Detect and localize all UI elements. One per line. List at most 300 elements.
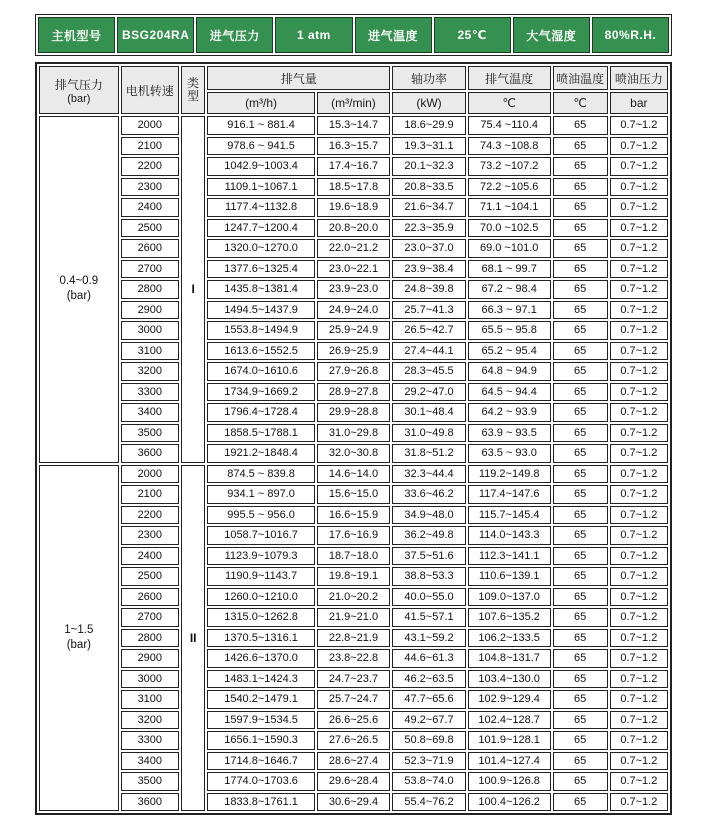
oil-temp-cell: 65 — [553, 321, 608, 340]
col-header-type — [181, 66, 206, 114]
exhaust-temp-cell: 101.9~128.1 — [468, 731, 551, 750]
table-row — [39, 465, 668, 484]
table-row — [39, 383, 668, 402]
pressure-range-unit: (bar) — [66, 638, 91, 651]
flow-m3h-cell: 1315.0~1262.8 — [207, 608, 314, 627]
flow-m3h-cell: 1435.8~1381.4 — [207, 280, 314, 299]
flow-m3h-cell: 1377.6~1325.4 — [207, 260, 314, 279]
flow-m3h-cell: 1123.9~1079.3 — [207, 547, 314, 566]
flow-m3min-cell: 23.8~22.8 — [317, 649, 391, 668]
oil-temp-cell: 65 — [553, 444, 608, 463]
oil-pressure-cell: 0.7~1.2 — [610, 362, 668, 381]
motor-speed-cell: 3600 — [121, 444, 179, 463]
flow-m3min-cell: 29.9~28.8 — [317, 403, 391, 422]
motor-speed-cell: 3500 — [121, 424, 179, 443]
motor-speed-cell: 2100 — [121, 485, 179, 504]
oil-pressure-cell: 0.7~1.2 — [610, 670, 668, 689]
oil-temp-cell: 65 — [553, 547, 608, 566]
oil-temp-cell: 65 — [553, 526, 608, 545]
type-label-line1: 类 — [187, 76, 200, 90]
oil-temp-cell: 65 — [553, 362, 608, 381]
flow-m3h-cell: 1247.7~1200.4 — [207, 219, 314, 238]
col-header-exhaust-temp: 排气温度 — [468, 66, 551, 90]
flow-m3min-cell: 28.9~27.8 — [317, 383, 391, 402]
flow-m3min-cell: 15.3~14.7 — [317, 116, 391, 135]
oil-temp-cell: 65 — [553, 383, 608, 402]
flow-m3h-cell: 1774.0~1703.6 — [207, 772, 314, 791]
col-header-oil-temp: 喷油温度 — [553, 66, 608, 90]
oil-temp-cell: 65 — [553, 731, 608, 750]
table-row — [39, 793, 668, 812]
exhaust-temp-cell: 100.9~126.8 — [468, 772, 551, 791]
col-header-power: 轴功率 — [392, 66, 466, 90]
oil-pressure-cell: 0.7~1.2 — [610, 608, 668, 627]
motor-speed-cell: 2300 — [121, 526, 179, 545]
table-row — [39, 362, 668, 381]
flow-m3h-cell: 1260.0~1210.0 — [207, 588, 314, 607]
col-header-exhaust-pressure — [39, 66, 119, 114]
table-row — [39, 670, 668, 689]
exhaust-temp-cell: 101.4~127.4 — [468, 752, 551, 771]
flow-m3h-cell: 916.1 ~ 881.4 — [207, 116, 314, 135]
motor-speed-cell: 3300 — [121, 731, 179, 750]
flow-m3h-cell: 1370.5~1316.1 — [207, 629, 314, 648]
oil-pressure-cell: 0.7~1.2 — [610, 649, 668, 668]
oil-temp-cell: 65 — [553, 711, 608, 730]
flow-m3min-cell: 25.9~24.9 — [317, 321, 391, 340]
flow-m3h-cell: 934.1 ~ 897.0 — [207, 485, 314, 504]
flow-m3min-cell: 24.7~23.7 — [317, 670, 391, 689]
pressure-range-value: 1~1.5 — [64, 623, 94, 636]
oil-temp-cell: 65 — [553, 465, 608, 484]
flow-m3min-cell: 22.0~21.2 — [317, 239, 391, 258]
oil-temp-cell: 65 — [553, 342, 608, 361]
oil-pressure-cell: 0.7~1.2 — [610, 116, 668, 135]
flow-m3min-cell: 14.6~14.0 — [317, 465, 391, 484]
oil-temp-cell: 65 — [553, 608, 608, 627]
col-header-flow-m3h: (m³/h) — [207, 92, 314, 114]
table-row — [39, 116, 668, 135]
oil-temp-cell: 65 — [553, 137, 608, 156]
exhaust-temp-cell: 104.8~131.7 — [468, 649, 551, 668]
flow-m3min-cell: 31.0~29.8 — [317, 424, 391, 443]
performance-table — [35, 62, 672, 815]
motor-speed-cell: 3000 — [121, 321, 179, 340]
oil-pressure-cell: 0.7~1.2 — [610, 424, 668, 443]
oil-temp-cell: 65 — [553, 772, 608, 791]
exhaust-temp-cell: 115.7~145.4 — [468, 506, 551, 525]
flow-m3h-cell: 1109.1~1067.1 — [207, 178, 314, 197]
power-cell: 29.2~47.0 — [392, 383, 466, 402]
exhaust-temp-cell: 64.2 ~ 93.9 — [468, 403, 551, 422]
exhaust-temp-cell: 110.6~139.1 — [468, 567, 551, 586]
motor-speed-cell: 2900 — [121, 649, 179, 668]
exhaust-temp-cell: 63.9 ~ 93.5 — [468, 424, 551, 443]
power-cell: 43.1~59.2 — [392, 629, 466, 648]
oil-temp-cell: 65 — [553, 793, 608, 812]
flow-m3h-cell: 1613.6~1552.5 — [207, 342, 314, 361]
oil-pressure-cell: 0.7~1.2 — [610, 731, 668, 750]
power-cell: 27.4~44.1 — [392, 342, 466, 361]
table-row — [39, 588, 668, 607]
table-row — [39, 506, 668, 525]
motor-speed-cell: 2600 — [121, 239, 179, 258]
oil-temp-cell: 65 — [553, 424, 608, 443]
motor-speed-cell: 2400 — [121, 198, 179, 217]
type-label-line2: 型 — [187, 89, 200, 103]
exhaust-temp-cell: 74.3 ~108.8 — [468, 137, 551, 156]
oil-temp-cell: 65 — [553, 239, 608, 258]
oil-temp-cell: 65 — [553, 649, 608, 668]
flow-m3min-cell: 24.9~24.0 — [317, 301, 391, 320]
table-row — [39, 301, 668, 320]
oil-temp-cell: 65 — [553, 485, 608, 504]
oil-temp-cell: 65 — [553, 670, 608, 689]
power-cell: 22.3~35.9 — [392, 219, 466, 238]
power-cell: 28.3~45.5 — [392, 362, 466, 381]
motor-speed-cell: 2500 — [121, 567, 179, 586]
power-cell: 20.8~33.5 — [392, 178, 466, 197]
power-cell: 47.7~65.6 — [392, 690, 466, 709]
flow-m3min-cell: 15.6~15.0 — [317, 485, 391, 504]
table-row — [39, 157, 668, 176]
power-cell: 50.8~69.8 — [392, 731, 466, 750]
power-cell: 40.0~55.0 — [392, 588, 466, 607]
motor-speed-cell: 2800 — [121, 280, 179, 299]
motor-speed-cell: 2700 — [121, 608, 179, 627]
table-row — [39, 731, 668, 750]
power-cell: 24.8~39.8 — [392, 280, 466, 299]
table-row — [39, 608, 668, 627]
power-cell: 20.1~32.3 — [392, 157, 466, 176]
motor-speed-cell: 2200 — [121, 157, 179, 176]
oil-pressure-cell: 0.7~1.2 — [610, 485, 668, 504]
flow-m3min-cell: 22.8~21.9 — [317, 629, 391, 648]
humidity-label: 大气湿度 — [513, 17, 590, 53]
flow-m3h-cell: 1796.4~1728.4 — [207, 403, 314, 422]
flow-m3min-cell: 28.6~27.4 — [317, 752, 391, 771]
exhaust-temp-cell: 119.2~149.8 — [468, 465, 551, 484]
table-row — [39, 444, 668, 463]
motor-speed-cell: 2000 — [121, 116, 179, 135]
oil-pressure-cell: 0.7~1.2 — [610, 178, 668, 197]
table-row — [39, 711, 668, 730]
power-cell: 36.2~49.8 — [392, 526, 466, 545]
exhaust-temp-cell: 100.4~126.2 — [468, 793, 551, 812]
flow-m3min-cell: 27.6~26.5 — [317, 731, 391, 750]
table-row — [39, 752, 668, 771]
power-cell: 38.8~53.3 — [392, 567, 466, 586]
table-row — [39, 567, 668, 586]
table-row — [39, 321, 668, 340]
motor-speed-cell: 2000 — [121, 465, 179, 484]
power-cell: 34.9~48.0 — [392, 506, 466, 525]
motor-speed-cell: 2800 — [121, 629, 179, 648]
flow-m3min-cell: 23.0~22.1 — [317, 260, 391, 279]
exhaust-temp-cell: 102.4~128.7 — [468, 711, 551, 730]
col-header-exhaust-temp-unit: ℃ — [468, 92, 551, 114]
power-cell: 23.9~38.4 — [392, 260, 466, 279]
flow-m3h-cell: 1656.1~1590.3 — [207, 731, 314, 750]
flow-m3min-cell: 18.5~17.8 — [317, 178, 391, 197]
col-header-motor-speed: 电机转速 — [121, 66, 179, 114]
machine-model-label: 主机型号 — [38, 17, 115, 53]
power-cell: 23.0~37.0 — [392, 239, 466, 258]
oil-temp-cell: 65 — [553, 116, 608, 135]
exhaust-temp-cell: 73.2 ~107.2 — [468, 157, 551, 176]
oil-temp-cell: 65 — [553, 506, 608, 525]
oil-temp-cell: 65 — [553, 588, 608, 607]
power-cell: 41.5~57.1 — [392, 608, 466, 627]
flow-m3min-cell: 19.6~18.9 — [317, 198, 391, 217]
exhaust-temp-cell: 75.4 ~110.4 — [468, 116, 551, 135]
table-row — [39, 280, 668, 299]
table-row — [39, 260, 668, 279]
exhaust-temp-cell: 65.2 ~ 95.4 — [468, 342, 551, 361]
table-row — [39, 424, 668, 443]
machine-model-value: BSG204RA — [117, 17, 194, 53]
flow-m3min-cell: 21.0~20.2 — [317, 588, 391, 607]
exhaust-pressure-label: 排气压力 — [54, 77, 103, 92]
flow-m3h-cell: 1494.5~1437.9 — [207, 301, 314, 320]
table-row — [39, 198, 668, 217]
exhaust-temp-cell: 106.2~133.5 — [468, 629, 551, 648]
oil-pressure-cell: 0.7~1.2 — [610, 526, 668, 545]
flow-m3h-cell: 1320.0~1270.0 — [207, 239, 314, 258]
flow-m3min-cell: 26.6~25.6 — [317, 711, 391, 730]
oil-pressure-cell: 0.7~1.2 — [610, 772, 668, 791]
oil-temp-cell: 65 — [553, 690, 608, 709]
machine-info-table — [35, 14, 672, 56]
power-cell: 46.2~63.5 — [392, 670, 466, 689]
power-cell: 21.6~34.7 — [392, 198, 466, 217]
oil-pressure-cell: 0.7~1.2 — [610, 465, 668, 484]
table-row — [39, 239, 668, 258]
flow-m3min-cell: 17.4~16.7 — [317, 157, 391, 176]
flow-m3h-cell: 1734.9~1669.2 — [207, 383, 314, 402]
oil-pressure-cell: 0.7~1.2 — [610, 219, 668, 238]
exhaust-temp-cell: 103.4~130.0 — [468, 670, 551, 689]
table-row — [39, 219, 668, 238]
oil-pressure-cell: 0.7~1.2 — [610, 198, 668, 217]
exhaust-temp-cell: 64.5 ~ 94.4 — [468, 383, 551, 402]
flow-m3min-cell: 26.9~25.9 — [317, 342, 391, 361]
oil-pressure-cell: 0.7~1.2 — [610, 752, 668, 771]
oil-temp-cell: 65 — [553, 178, 608, 197]
oil-temp-cell: 65 — [553, 260, 608, 279]
intake-pressure-label: 进气压力 — [196, 17, 273, 53]
exhaust-temp-cell: 71.1 ~104.1 — [468, 198, 551, 217]
power-cell: 25.7~41.3 — [392, 301, 466, 320]
flow-m3min-cell: 29.6~28.4 — [317, 772, 391, 791]
flow-m3min-cell: 18.7~18.0 — [317, 547, 391, 566]
intake-temp-value: 25℃ — [434, 17, 511, 53]
flow-m3min-cell: 21.9~21.0 — [317, 608, 391, 627]
col-header-oil-pressure: 喷油压力 — [610, 66, 668, 90]
motor-speed-cell: 3200 — [121, 711, 179, 730]
oil-pressure-cell: 0.7~1.2 — [610, 588, 668, 607]
oil-temp-cell: 65 — [553, 752, 608, 771]
oil-pressure-cell: 0.7~1.2 — [610, 506, 668, 525]
flow-m3min-cell: 20.8~20.0 — [317, 219, 391, 238]
oil-pressure-cell: 0.7~1.2 — [610, 383, 668, 402]
table-row — [39, 526, 668, 545]
table-row — [39, 772, 668, 791]
flow-m3h-cell: 1540.2~1479.1 — [207, 690, 314, 709]
motor-speed-cell: 2700 — [121, 260, 179, 279]
flow-m3h-cell: 1483.1~1424.3 — [207, 670, 314, 689]
power-cell: 31.0~49.8 — [392, 424, 466, 443]
flow-m3min-cell: 16.6~15.9 — [317, 506, 391, 525]
motor-speed-cell: 2600 — [121, 588, 179, 607]
flow-m3min-cell: 16.3~15.7 — [317, 137, 391, 156]
exhaust-temp-cell: 114.0~143.3 — [468, 526, 551, 545]
flow-m3h-cell: 978.6 ~ 941.5 — [207, 137, 314, 156]
oil-pressure-cell: 0.7~1.2 — [610, 260, 668, 279]
oil-pressure-cell: 0.7~1.2 — [610, 629, 668, 648]
table-row — [39, 403, 668, 422]
oil-pressure-cell: 0.7~1.2 — [610, 711, 668, 730]
motor-speed-cell: 3500 — [121, 772, 179, 791]
pressure-range-cell — [39, 465, 119, 812]
performance-table-body — [39, 116, 668, 811]
motor-speed-cell: 2100 — [121, 137, 179, 156]
oil-pressure-cell: 0.7~1.2 — [610, 690, 668, 709]
flow-m3h-cell: 1674.0~1610.6 — [207, 362, 314, 381]
exhaust-temp-cell: 117.4~147.6 — [468, 485, 551, 504]
motor-speed-cell: 3000 — [121, 670, 179, 689]
pressure-range-value: 0.4~0.9 — [59, 275, 99, 288]
oil-pressure-cell: 0.7~1.2 — [610, 403, 668, 422]
motor-speed-cell: 3300 — [121, 383, 179, 402]
oil-temp-cell: 65 — [553, 567, 608, 586]
intake-temp-label: 进气温度 — [355, 17, 432, 53]
flow-m3h-cell: 995.5 ~ 956.0 — [207, 506, 314, 525]
exhaust-temp-cell: 70.0 ~102.5 — [468, 219, 551, 238]
col-header-power-unit: (kW) — [392, 92, 466, 114]
motor-speed-cell: 2300 — [121, 178, 179, 197]
col-header-flow-m3min: (m³/min) — [317, 92, 391, 114]
exhaust-pressure-unit: (bar) — [67, 92, 91, 105]
flow-m3h-cell: 1597.9~1534.5 — [207, 711, 314, 730]
table-row — [39, 649, 668, 668]
table-row — [39, 178, 668, 197]
motor-speed-cell: 2400 — [121, 547, 179, 566]
oil-pressure-cell: 0.7~1.2 — [610, 301, 668, 320]
exhaust-temp-cell: 107.6~135.2 — [468, 608, 551, 627]
flow-m3h-cell: 1190.9~1143.7 — [207, 567, 314, 586]
table-row — [39, 690, 668, 709]
flow-m3min-cell: 27.9~26.8 — [317, 362, 391, 381]
oil-pressure-cell: 0.7~1.2 — [610, 444, 668, 463]
power-cell: 30.1~48.4 — [392, 403, 466, 422]
flow-m3min-cell: 23.9~23.0 — [317, 280, 391, 299]
pressure-range-cell — [39, 116, 119, 463]
flow-m3h-cell: 874.5 ~ 839.8 — [207, 465, 314, 484]
power-cell: 52.3~71.9 — [392, 752, 466, 771]
oil-pressure-cell: 0.7~1.2 — [610, 342, 668, 361]
oil-temp-cell: 65 — [553, 629, 608, 648]
power-cell: 26.5~42.7 — [392, 321, 466, 340]
power-cell: 33.6~46.2 — [392, 485, 466, 504]
motor-speed-cell: 2500 — [121, 219, 179, 238]
machine-info-row — [38, 17, 669, 53]
motor-speed-cell: 3600 — [121, 793, 179, 812]
exhaust-temp-cell: 72.2 ~105.6 — [468, 178, 551, 197]
motor-speed-cell: 3100 — [121, 690, 179, 709]
exhaust-temp-cell: 65.5 ~ 95.8 — [468, 321, 551, 340]
oil-temp-cell: 65 — [553, 219, 608, 238]
oil-temp-cell: 65 — [553, 403, 608, 422]
oil-temp-cell: 65 — [553, 157, 608, 176]
flow-m3h-cell: 1426.6~1370.0 — [207, 649, 314, 668]
flow-m3h-cell: 1058.7~1016.7 — [207, 526, 314, 545]
humidity-value: 80%R.H. — [592, 17, 669, 53]
table-row — [39, 629, 668, 648]
table-row — [39, 342, 668, 361]
flow-m3h-cell: 1921.2~1848.4 — [207, 444, 314, 463]
pressure-range-unit: (bar) — [66, 290, 91, 303]
oil-temp-cell: 65 — [553, 301, 608, 320]
power-cell: 18.6~29.9 — [392, 116, 466, 135]
oil-pressure-cell: 0.7~1.2 — [610, 793, 668, 812]
power-cell: 53.8~74.0 — [392, 772, 466, 791]
table-row — [39, 485, 668, 504]
table-row — [39, 137, 668, 156]
flow-m3min-cell: 32.0~30.8 — [317, 444, 391, 463]
power-cell: 31.8~51.2 — [392, 444, 466, 463]
table-row — [39, 547, 668, 566]
exhaust-temp-cell: 64.8 ~ 94.9 — [468, 362, 551, 381]
exhaust-temp-cell: 69.0 ~101.0 — [468, 239, 551, 258]
col-header-oil-temp-unit: ℃ — [553, 92, 608, 114]
flow-m3h-cell: 1553.8~1494.9 — [207, 321, 314, 340]
oil-temp-cell: 65 — [553, 198, 608, 217]
intake-pressure-value: 1 atm — [275, 17, 352, 53]
motor-speed-cell: 3400 — [121, 403, 179, 422]
flow-m3min-cell: 17.6~16.9 — [317, 526, 391, 545]
exhaust-temp-cell: 112.3~141.1 — [468, 547, 551, 566]
oil-pressure-cell: 0.7~1.2 — [610, 547, 668, 566]
exhaust-temp-cell: 63.5 ~ 93.0 — [468, 444, 551, 463]
exhaust-temp-cell: 66.3 ~ 97.1 — [468, 301, 551, 320]
oil-pressure-cell: 0.7~1.2 — [610, 280, 668, 299]
exhaust-temp-cell: 68.1 ~ 99.7 — [468, 260, 551, 279]
col-header-flow: 排气量 — [207, 66, 390, 90]
oil-pressure-cell: 0.7~1.2 — [610, 567, 668, 586]
power-cell: 32.3~44.4 — [392, 465, 466, 484]
motor-speed-cell: 2900 — [121, 301, 179, 320]
flow-m3min-cell: 30.6~29.4 — [317, 793, 391, 812]
exhaust-temp-cell: 67.2 ~ 98.4 — [468, 280, 551, 299]
exhaust-temp-cell: 102.9~129.4 — [468, 690, 551, 709]
oil-temp-cell: 65 — [553, 280, 608, 299]
oil-pressure-cell: 0.7~1.2 — [610, 321, 668, 340]
motor-speed-cell: 3100 — [121, 342, 179, 361]
col-header-oil-pressure-unit: bar — [610, 92, 668, 114]
flow-m3h-cell: 1833.8~1761.1 — [207, 793, 314, 812]
power-cell: 44.6~61.3 — [392, 649, 466, 668]
type-cell: I — [181, 116, 206, 463]
power-cell: 37.5~51.6 — [392, 547, 466, 566]
motor-speed-cell: 2200 — [121, 506, 179, 525]
flow-m3h-cell: 1858.5~1788.1 — [207, 424, 314, 443]
oil-pressure-cell: 0.7~1.2 — [610, 157, 668, 176]
flow-m3min-cell: 19.8~19.1 — [317, 567, 391, 586]
oil-pressure-cell: 0.7~1.2 — [610, 137, 668, 156]
power-cell: 49.2~67.7 — [392, 711, 466, 730]
power-cell: 55.4~76.2 — [392, 793, 466, 812]
